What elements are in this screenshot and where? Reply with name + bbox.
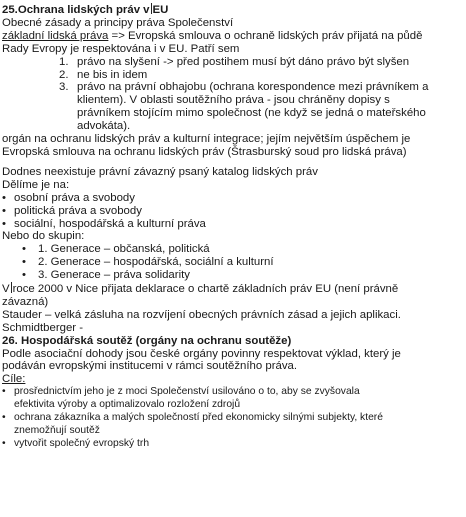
list-item-continuation: právníkem stojícím mimo společnost (ne když se jedná o mateřského xyxy=(77,107,426,120)
bullet-item: • 3. Generace – práva solidarity xyxy=(2,269,464,282)
bullet-item: • osobní práva a svobody xyxy=(2,192,464,205)
list-item-continuation: klientem). V oblasti soutěžního práva - jsou chráněny dopisy s xyxy=(77,94,390,107)
paragraph: Dělíme je na: xyxy=(2,178,70,191)
bullet-item: • 2. Generace – hospodářská, sociální a kulturní xyxy=(2,256,464,269)
document-page xyxy=(2,3,464,451)
paragraph: Obecné zásady a principy práva Společenství xyxy=(2,16,234,29)
paragraph: Evropská smlouva na ochranu lidských práv (Štrasburský soud pro lidská práva) xyxy=(2,145,407,158)
bullet-item: • vytvořit společný evropský trh xyxy=(2,438,464,451)
text-cursor xyxy=(11,282,12,293)
paragraph: podáván evropskými institucemi v rámci soutěžního práva. xyxy=(2,360,298,373)
bullet-item-continuation: znemožňují soutěž xyxy=(14,425,100,436)
section-25-heading: 25.Ochrana lidských práv v EU xyxy=(2,4,169,16)
text-cursor xyxy=(151,3,152,14)
paragraph: závazná) xyxy=(2,295,49,308)
paragraph: Nebo do skupin: xyxy=(2,230,85,243)
bullet-item: • politická práva a svobody xyxy=(2,205,464,218)
list-item: 2. ne bis in idem xyxy=(59,68,148,81)
list-item: 3. právo na právní obhajobu (ochrana korespondence mezi právníkem a xyxy=(59,81,429,94)
bullet-item: • 1. Generace – občanská, politická xyxy=(2,243,464,256)
list-item: 1. právo na slyšení -> před postihem musí být dáno právo být slyšen xyxy=(59,55,410,68)
bullet-item: • sociální, hospodářská a kulturní práva xyxy=(2,218,464,231)
paragraph: Dodnes neexistuje právní závazný psaný katalog lidských práv xyxy=(2,165,318,178)
bullet-item: • ochrana zákazníka a malých společností před ekonomicky silnými subjekty, které xyxy=(2,412,464,425)
paragraph: Schmidtberger - xyxy=(2,321,84,334)
paragraph: základní lidská práva => Evropská smlouva o ochraně lidských práv přijatá na půdě xyxy=(2,29,423,42)
paragraph: Rady Evropy je respektována i v EU. Patří sem xyxy=(2,42,240,55)
list-item-continuation: advokáta). xyxy=(77,120,131,133)
goals-label: Cíle: xyxy=(2,373,26,386)
bullet-item: • prosřednictvím jeho je z moci Společenství usilováno o to, aby se zvyšovala xyxy=(2,386,464,399)
paragraph: Stauder – velká zásluha na rozvíjení obecných právních zásad a jejich aplikaci. xyxy=(2,308,401,321)
paragraph: Podle asociační dohody jsou české orgány povinny respektovat výklad, který je xyxy=(2,347,401,360)
paragraph: orgán na ochranu lidských práv a kulturní integrace; jejím největším úspěchem je xyxy=(2,133,411,146)
bullet-item-continuation: efektivita výroby a optimalizovalo rozložení zdrojů xyxy=(14,399,241,411)
paragraph: V roce 2000 v Nice přijata deklarace o chartě základních práv EU (není právně xyxy=(2,283,399,296)
section-26-heading: 26. Hospodářská soutěž (orgány na ochranu soutěže) xyxy=(2,334,292,347)
